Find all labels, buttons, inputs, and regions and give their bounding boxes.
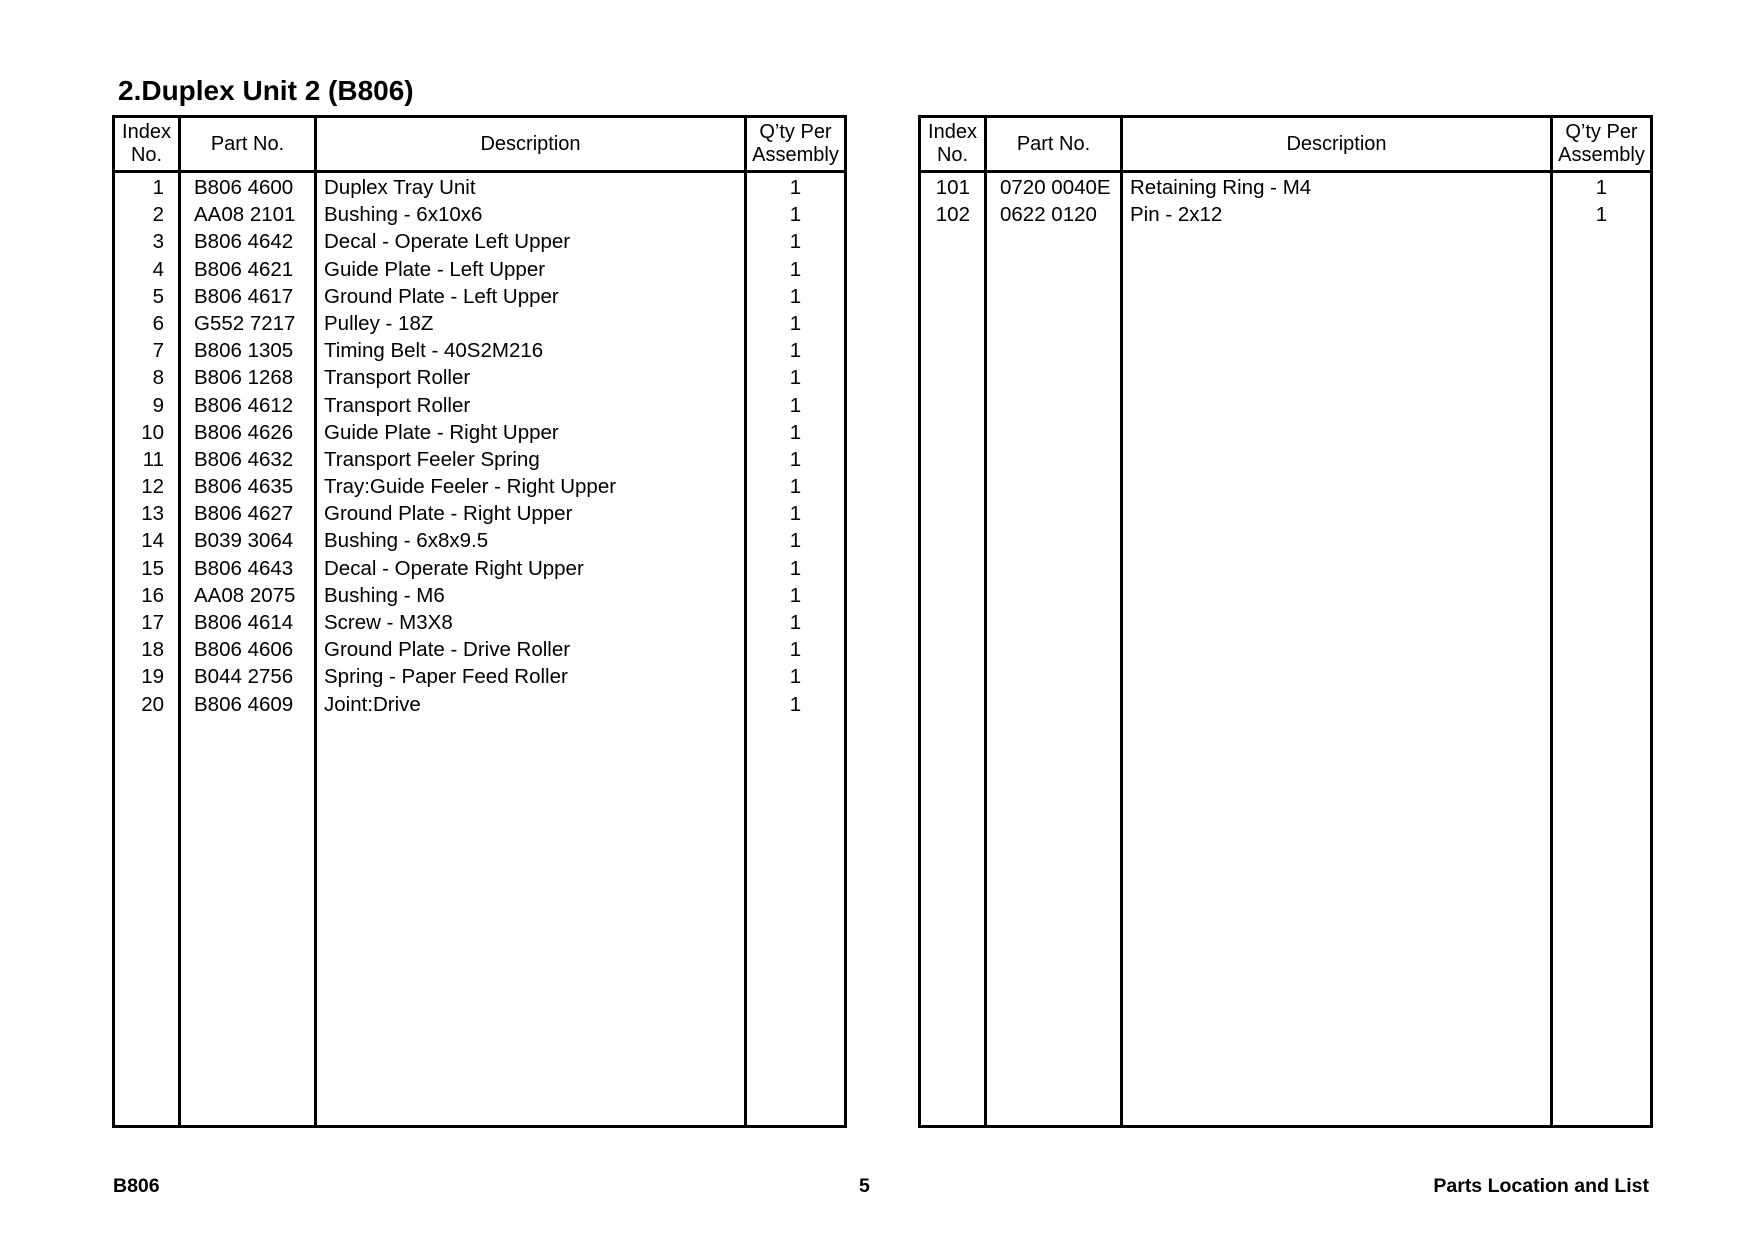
cell-qty: 1 — [789, 257, 802, 281]
header-index-no — [921, 118, 987, 170]
header-index-line2: No. — [130, 144, 163, 166]
cell-description: Retaining Ring - M4 — [1130, 176, 1312, 199]
header-index-no — [115, 118, 181, 170]
table-header — [921, 118, 1650, 173]
cell-qty: 1 — [789, 665, 802, 689]
cell-part-no: B806 4606 — [194, 638, 294, 662]
cell-part-no: B806 4643 — [194, 556, 294, 580]
cell-part-no: 0720 0040E — [1000, 176, 1111, 199]
footer-section: Parts Location and List — [1433, 1175, 1649, 1197]
cell-index: 14 — [141, 529, 164, 553]
column-part-no — [987, 173, 1123, 1125]
cell-part-no: AA08 2101 — [194, 203, 296, 227]
cell-description: Decal - Operate Right Upper — [324, 556, 584, 580]
cell-qty: 1 — [789, 420, 802, 444]
column-description — [317, 173, 747, 1125]
cell-description: Bushing - 6x10x6 — [324, 203, 483, 227]
cell-qty: 1 — [789, 230, 802, 254]
header-description-label: Description — [1286, 132, 1387, 155]
header-description — [317, 118, 747, 170]
cell-qty: 1 — [789, 393, 802, 417]
cell-index: 5 — [152, 284, 164, 308]
parts-table-right — [918, 115, 1653, 1128]
cell-qty: 1 — [1595, 203, 1608, 227]
header-qty-per-assembly — [747, 118, 844, 170]
cell-index: 18 — [141, 638, 164, 662]
cell-qty: 1 — [789, 556, 802, 580]
cell-qty: 1 — [789, 611, 802, 634]
header-part-no — [987, 118, 1123, 170]
table-body — [115, 173, 844, 1125]
header-index-line1: Index — [928, 121, 977, 143]
cell-part-no: G552 7217 — [194, 311, 296, 335]
cell-index: 7 — [152, 339, 164, 363]
cell-qty: 1 — [789, 475, 802, 499]
cell-description: Transport Feeler Spring — [324, 447, 540, 471]
cell-qty: 1 — [789, 529, 802, 553]
cell-qty: 1 — [789, 311, 802, 335]
cell-part-no: B806 1305 — [194, 339, 294, 363]
column-qty — [1553, 173, 1650, 1125]
column-index-no — [115, 173, 181, 1125]
cell-description: Ground Plate - Left Upper — [324, 284, 559, 308]
cell-description: Pulley - 18Z — [324, 311, 434, 335]
cell-index: 15 — [141, 556, 164, 580]
column-index-no — [921, 173, 987, 1125]
cell-part-no: B806 4642 — [194, 230, 294, 254]
cell-part-no: B806 4614 — [194, 611, 294, 634]
cell-index: 12 — [141, 475, 164, 499]
header-part-no-label: Part No. — [210, 132, 285, 155]
column-description — [1123, 173, 1553, 1125]
cell-qty: 1 — [789, 692, 802, 716]
cell-index: 16 — [141, 583, 164, 607]
cell-qty: 1 — [789, 447, 802, 471]
header-index-line2: No. — [936, 144, 969, 166]
cell-qty: 1 — [789, 502, 802, 526]
page-title: 2.Duplex Unit 2 (B806) — [118, 75, 414, 106]
cell-description: Decal - Operate Left Upper — [324, 230, 571, 254]
cell-qty: 1 — [789, 203, 802, 227]
table-body — [921, 173, 1650, 1125]
cell-index: 9 — [152, 393, 164, 417]
cell-part-no: B806 4632 — [194, 447, 294, 471]
cell-part-no: 0622 0120 — [1000, 203, 1097, 227]
header-index-line1: Index — [122, 121, 171, 143]
cell-part-no: B806 4600 — [194, 176, 294, 199]
cell-index: 19 — [141, 665, 164, 689]
cell-description: Joint:Drive — [324, 692, 421, 716]
cell-description: Tray:Guide Feeler - Right Upper — [324, 475, 617, 499]
cell-part-no: B806 4609 — [194, 692, 294, 716]
cell-index: 10 — [141, 420, 164, 444]
cell-part-no: B039 3064 — [194, 529, 294, 553]
cell-part-no: B806 4612 — [194, 393, 294, 417]
cell-qty: 1 — [1595, 176, 1608, 199]
cell-qty: 1 — [789, 339, 802, 363]
cell-index: 13 — [141, 502, 164, 526]
cell-index: 20 — [141, 692, 164, 716]
cell-description: Screw - M3X8 — [324, 611, 453, 634]
cell-part-no: B044 2756 — [194, 665, 294, 689]
cell-index: 3 — [152, 230, 164, 254]
cell-description: Spring - Paper Feed Roller — [324, 665, 568, 689]
cell-part-no: B806 4621 — [194, 257, 294, 281]
column-part-no — [181, 173, 317, 1125]
cell-index: 101 — [935, 176, 970, 199]
header-qty-line2: Assembly — [1558, 144, 1645, 166]
cell-qty: 1 — [789, 284, 802, 308]
cell-description: Guide Plate - Right Upper — [324, 420, 559, 444]
header-description — [1123, 118, 1553, 170]
cell-index: 2 — [152, 203, 164, 227]
cell-description: Transport Roller — [324, 393, 471, 417]
cell-description: Duplex Tray Unit — [324, 176, 476, 199]
cell-qty: 1 — [789, 366, 802, 390]
cell-qty: 1 — [789, 638, 802, 662]
header-qty-line1: Q’ty Per — [1565, 121, 1638, 143]
column-qty — [747, 173, 844, 1125]
cell-description: Ground Plate - Right Upper — [324, 502, 573, 526]
cell-description: Ground Plate - Drive Roller — [324, 638, 571, 662]
parts-table-left — [112, 115, 847, 1128]
cell-part-no: B806 4635 — [194, 475, 294, 499]
header-part-no — [181, 118, 317, 170]
cell-index: 11 — [142, 447, 164, 471]
footer-model: B806 — [113, 1175, 160, 1197]
header-description-label: Description — [480, 132, 581, 155]
cell-part-no: B806 4626 — [194, 420, 294, 444]
cell-part-no: B806 4617 — [194, 284, 294, 308]
header-qty-line1: Q’ty Per — [759, 121, 832, 143]
cell-index: 1 — [152, 176, 164, 199]
cell-description: Bushing - M6 — [324, 583, 445, 607]
cell-index: 8 — [152, 366, 164, 390]
cell-index: 6 — [152, 311, 164, 335]
cell-qty: 1 — [789, 583, 802, 607]
cell-index: 102 — [935, 203, 970, 227]
cell-description: Pin - 2x12 — [1130, 203, 1223, 227]
cell-part-no: AA08 2075 — [194, 583, 296, 607]
table-header — [115, 118, 844, 173]
header-qty-per-assembly — [1553, 118, 1650, 170]
cell-description: Guide Plate - Left Upper — [324, 257, 546, 281]
cell-description: Transport Roller — [324, 366, 471, 390]
cell-part-no: B806 1268 — [194, 366, 294, 390]
header-qty-line2: Assembly — [752, 144, 839, 166]
footer-page-number: 5 — [859, 1175, 870, 1197]
cell-qty: 1 — [789, 176, 802, 199]
cell-index: 17 — [141, 611, 164, 634]
cell-part-no: B806 4627 — [194, 502, 294, 526]
cell-description: Timing Belt - 40S2M216 — [324, 339, 544, 363]
cell-index: 4 — [152, 257, 164, 281]
cell-description: Bushing - 6x8x9.5 — [324, 529, 489, 553]
header-part-no-label: Part No. — [1016, 132, 1091, 155]
